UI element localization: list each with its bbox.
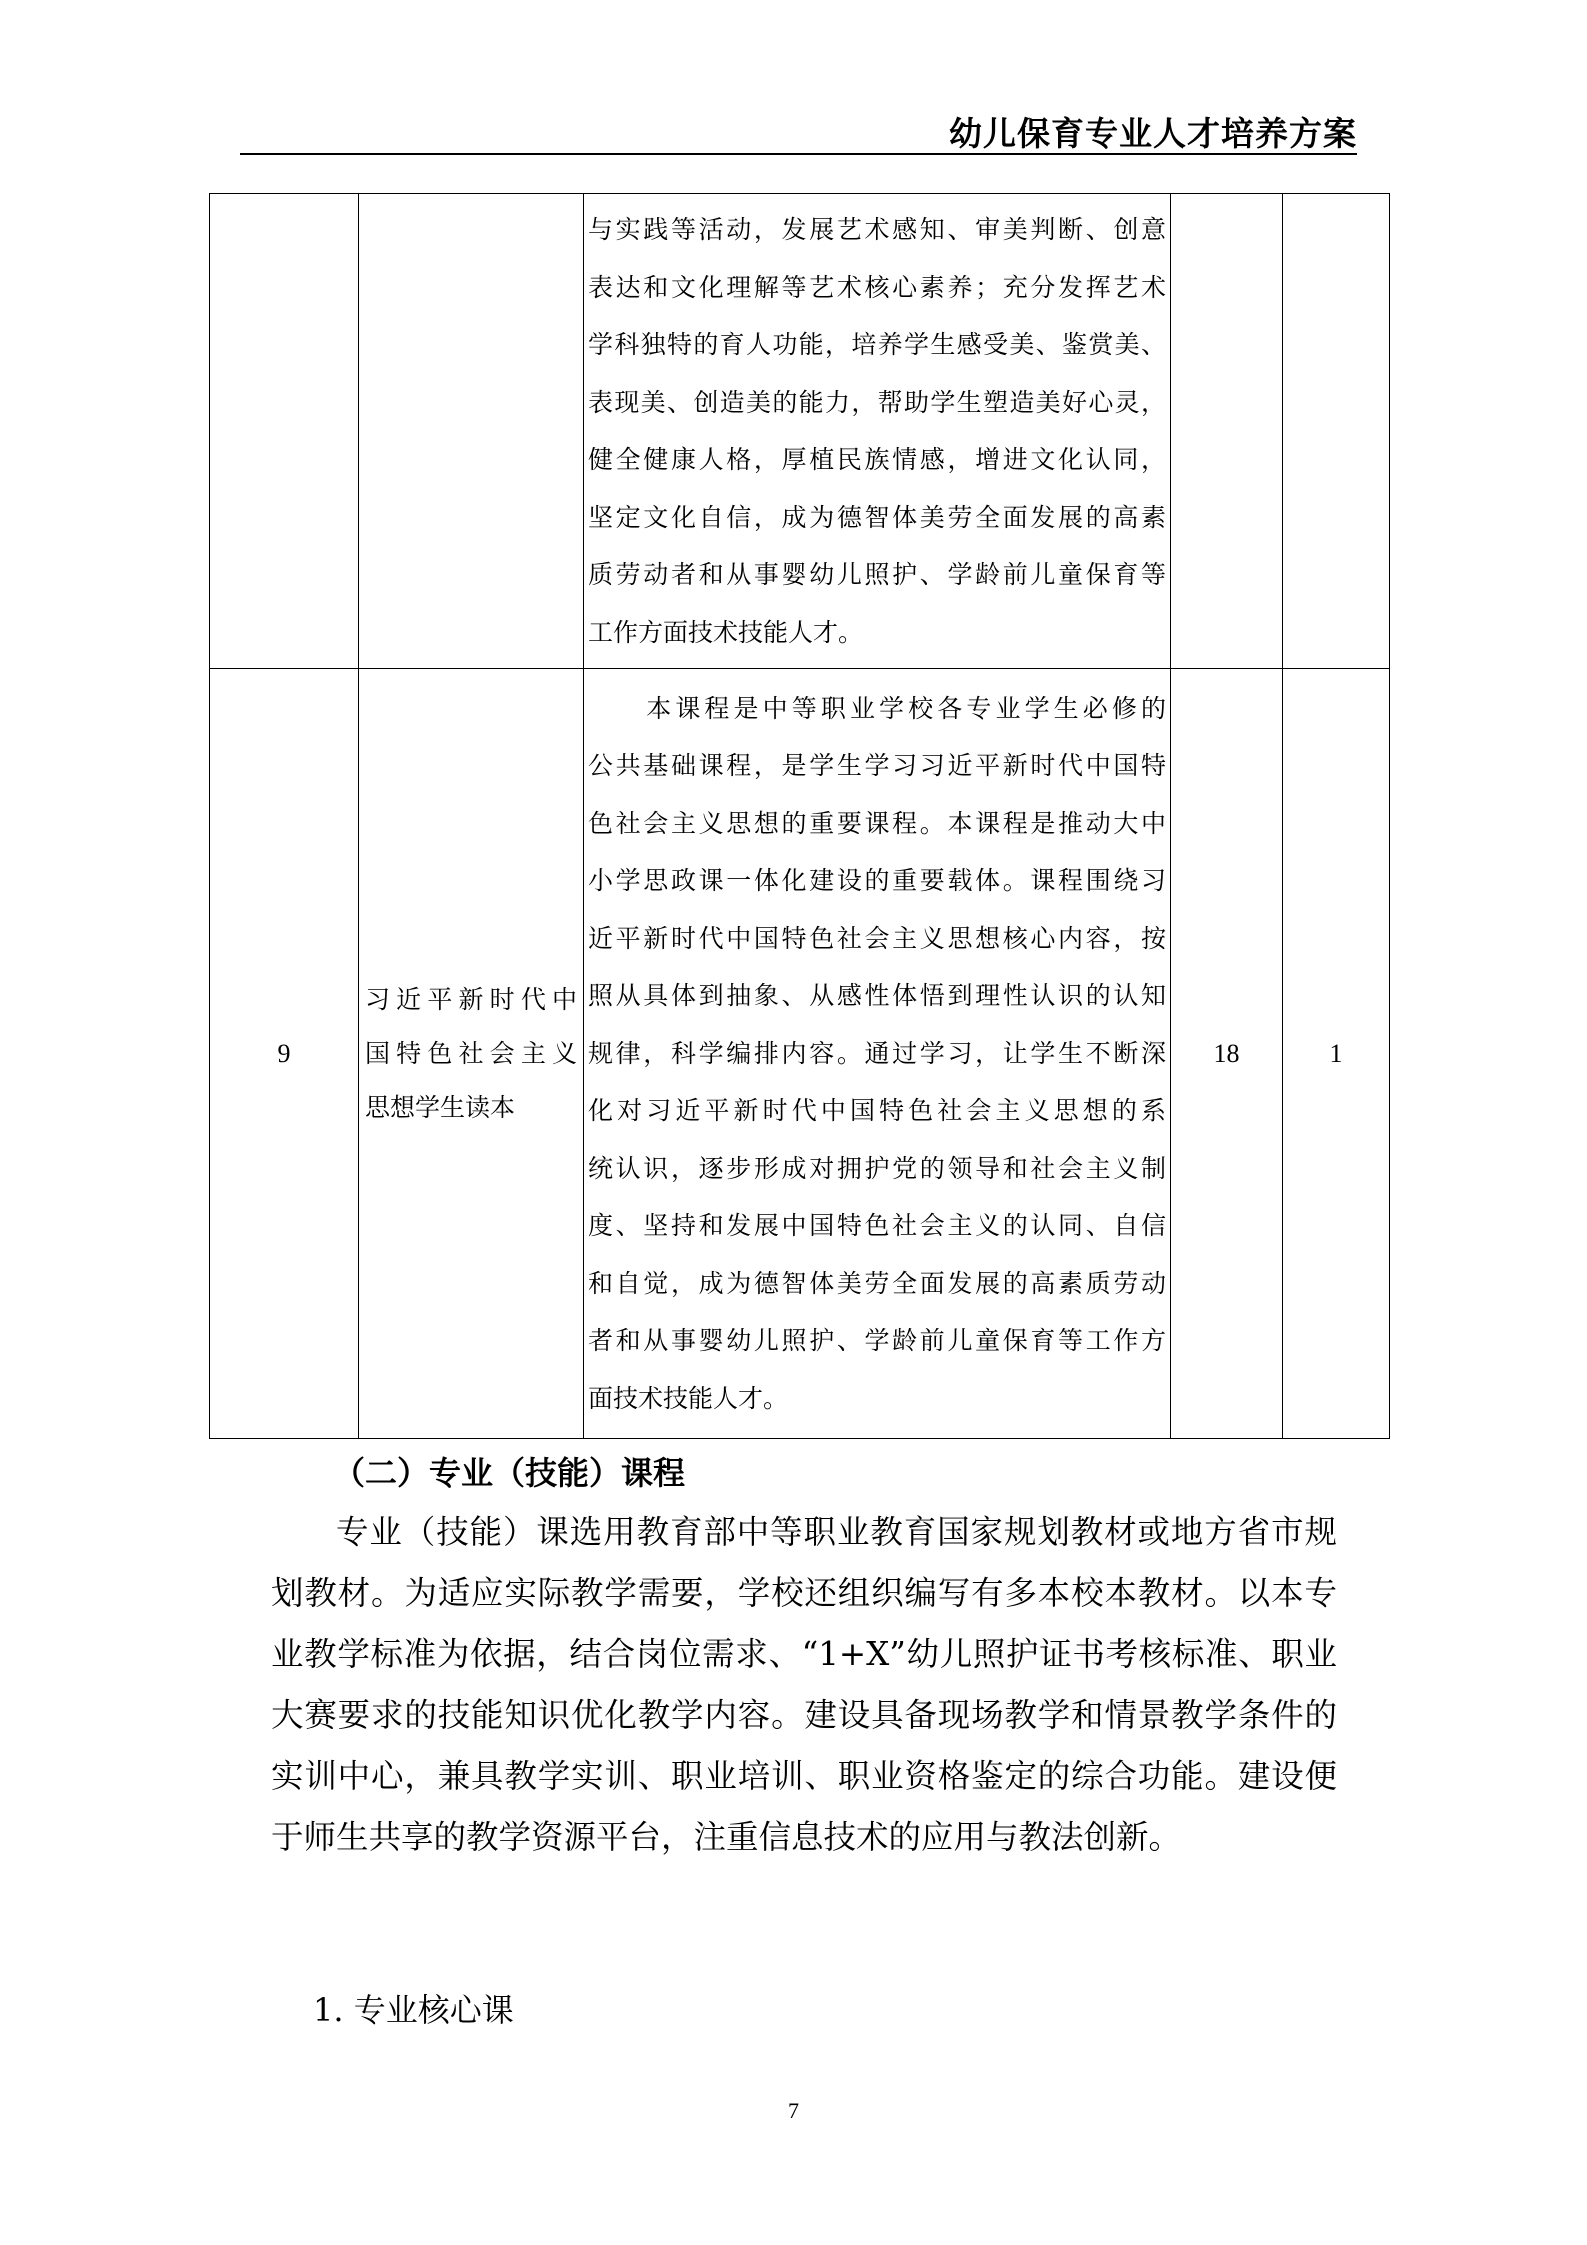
- subsection-heading: 1. 专业核心课: [313, 1991, 514, 2029]
- course-hours-cell: 18: [1171, 669, 1283, 1439]
- course-hours-cell: [1171, 194, 1283, 669]
- description-line: 与实践等活动，发展艺术感知、审美判断、创意: [588, 215, 1166, 244]
- description-line: 面技术技能人才。: [588, 1383, 789, 1413]
- page-number: 7: [788, 2098, 799, 2123]
- description-line: 表现美、创造美的能力，帮助学生塑造美好心灵，: [588, 387, 1166, 417]
- course-table: [209, 193, 1390, 1439]
- section-heading: （二）专业（技能）课程: [333, 1454, 686, 1492]
- description-line: 色社会主义思想的重要课程。本课程是推动大中: [588, 808, 1166, 838]
- description-line: 规律，科学编排内容。通过学习，让学生不断深: [588, 1038, 1166, 1068]
- description-line: 坚定文化自信，成为德智体美劳全面发展的高素: [588, 502, 1166, 532]
- course-name-cell: [359, 669, 584, 1439]
- course-name-line: 国特色社会主义: [365, 1038, 577, 1068]
- table-row: [210, 194, 1390, 669]
- course-description: [584, 680, 1170, 1428]
- course-description-cell: [584, 194, 1171, 669]
- section-paragraph: 专业（技能）课选用教育部中等职业教育国家规划教材或地方省市规划教材。为适应实际教学需要，学校还组织编写有多本校本教材。以本专业教学标准为依据，结合岗位需求、“1+X”幼儿照护证书考核标准、职业大赛要求的技能知识优化教学内容。建设具备现场教学和情景教学条件的实训中心，兼具教学实训、职业培训、职业资格鉴定的综合功能。建设便于师生共享的教学资源平台，注重信息技术的应用与教法创新。: [271, 1513, 1337, 1856]
- description-line: 工作方面技术技能人才。: [588, 617, 864, 647]
- description-line: 本课程是中等职业学校各专业学生必修的: [588, 693, 1166, 723]
- description-line: 小学思政课一体化建设的重要载体。课程围绕习: [588, 866, 1166, 896]
- description-line: 化对习近平新时代中国特色社会主义思想的系: [588, 1096, 1166, 1126]
- course-description: [584, 201, 1170, 661]
- course-number-cell: 9: [210, 669, 359, 1439]
- description-line: 统认识，逐步形成对拥护党的领导和社会主义制: [588, 1153, 1166, 1183]
- description-line: 公共基础课程，是学生学习习近平新时代中国特: [588, 751, 1166, 781]
- description-line: 者和从事婴幼儿照护、学龄前儿童保育等工作方: [588, 1326, 1166, 1356]
- course-description-cell: [584, 669, 1171, 1439]
- description-line: 学科独特的育人功能，培养学生感受美、鉴赏美、: [588, 330, 1166, 359]
- header-divider: [240, 153, 1357, 155]
- course-name-line: 习近平新时代中: [365, 984, 577, 1014]
- description-line: 和自觉，成为德智体美劳全面发展的高素质劳动: [588, 1268, 1166, 1298]
- description-line: 表达和文化理解等艺术核心素养；充分发挥艺术: [588, 272, 1166, 302]
- document-header-title: 幼儿保育专业人才培养方案: [949, 114, 1357, 153]
- course-name-line: 思想学生读本: [365, 1092, 516, 1122]
- description-line: 照从具体到抽象、从感性体悟到理性认识的认知: [588, 981, 1166, 1011]
- course-name-cell: [359, 194, 584, 669]
- course-credits-cell: 1: [1283, 669, 1390, 1439]
- description-line: 度、坚持和发展中国特色社会主义的认同、自信: [588, 1211, 1166, 1241]
- course-name: [359, 973, 583, 1135]
- description-line: 质劳动者和从事婴幼儿照护、学龄前儿童保育等: [588, 560, 1166, 589]
- description-line: 近平新时代中国特色社会主义思想核心内容，按: [588, 923, 1166, 953]
- course-number-cell: [210, 194, 359, 669]
- description-line: 健全健康人格，厚植民族情感，增进文化认同，: [588, 445, 1166, 474]
- course-credits-cell: [1283, 194, 1390, 669]
- table-row: [210, 669, 1390, 1439]
